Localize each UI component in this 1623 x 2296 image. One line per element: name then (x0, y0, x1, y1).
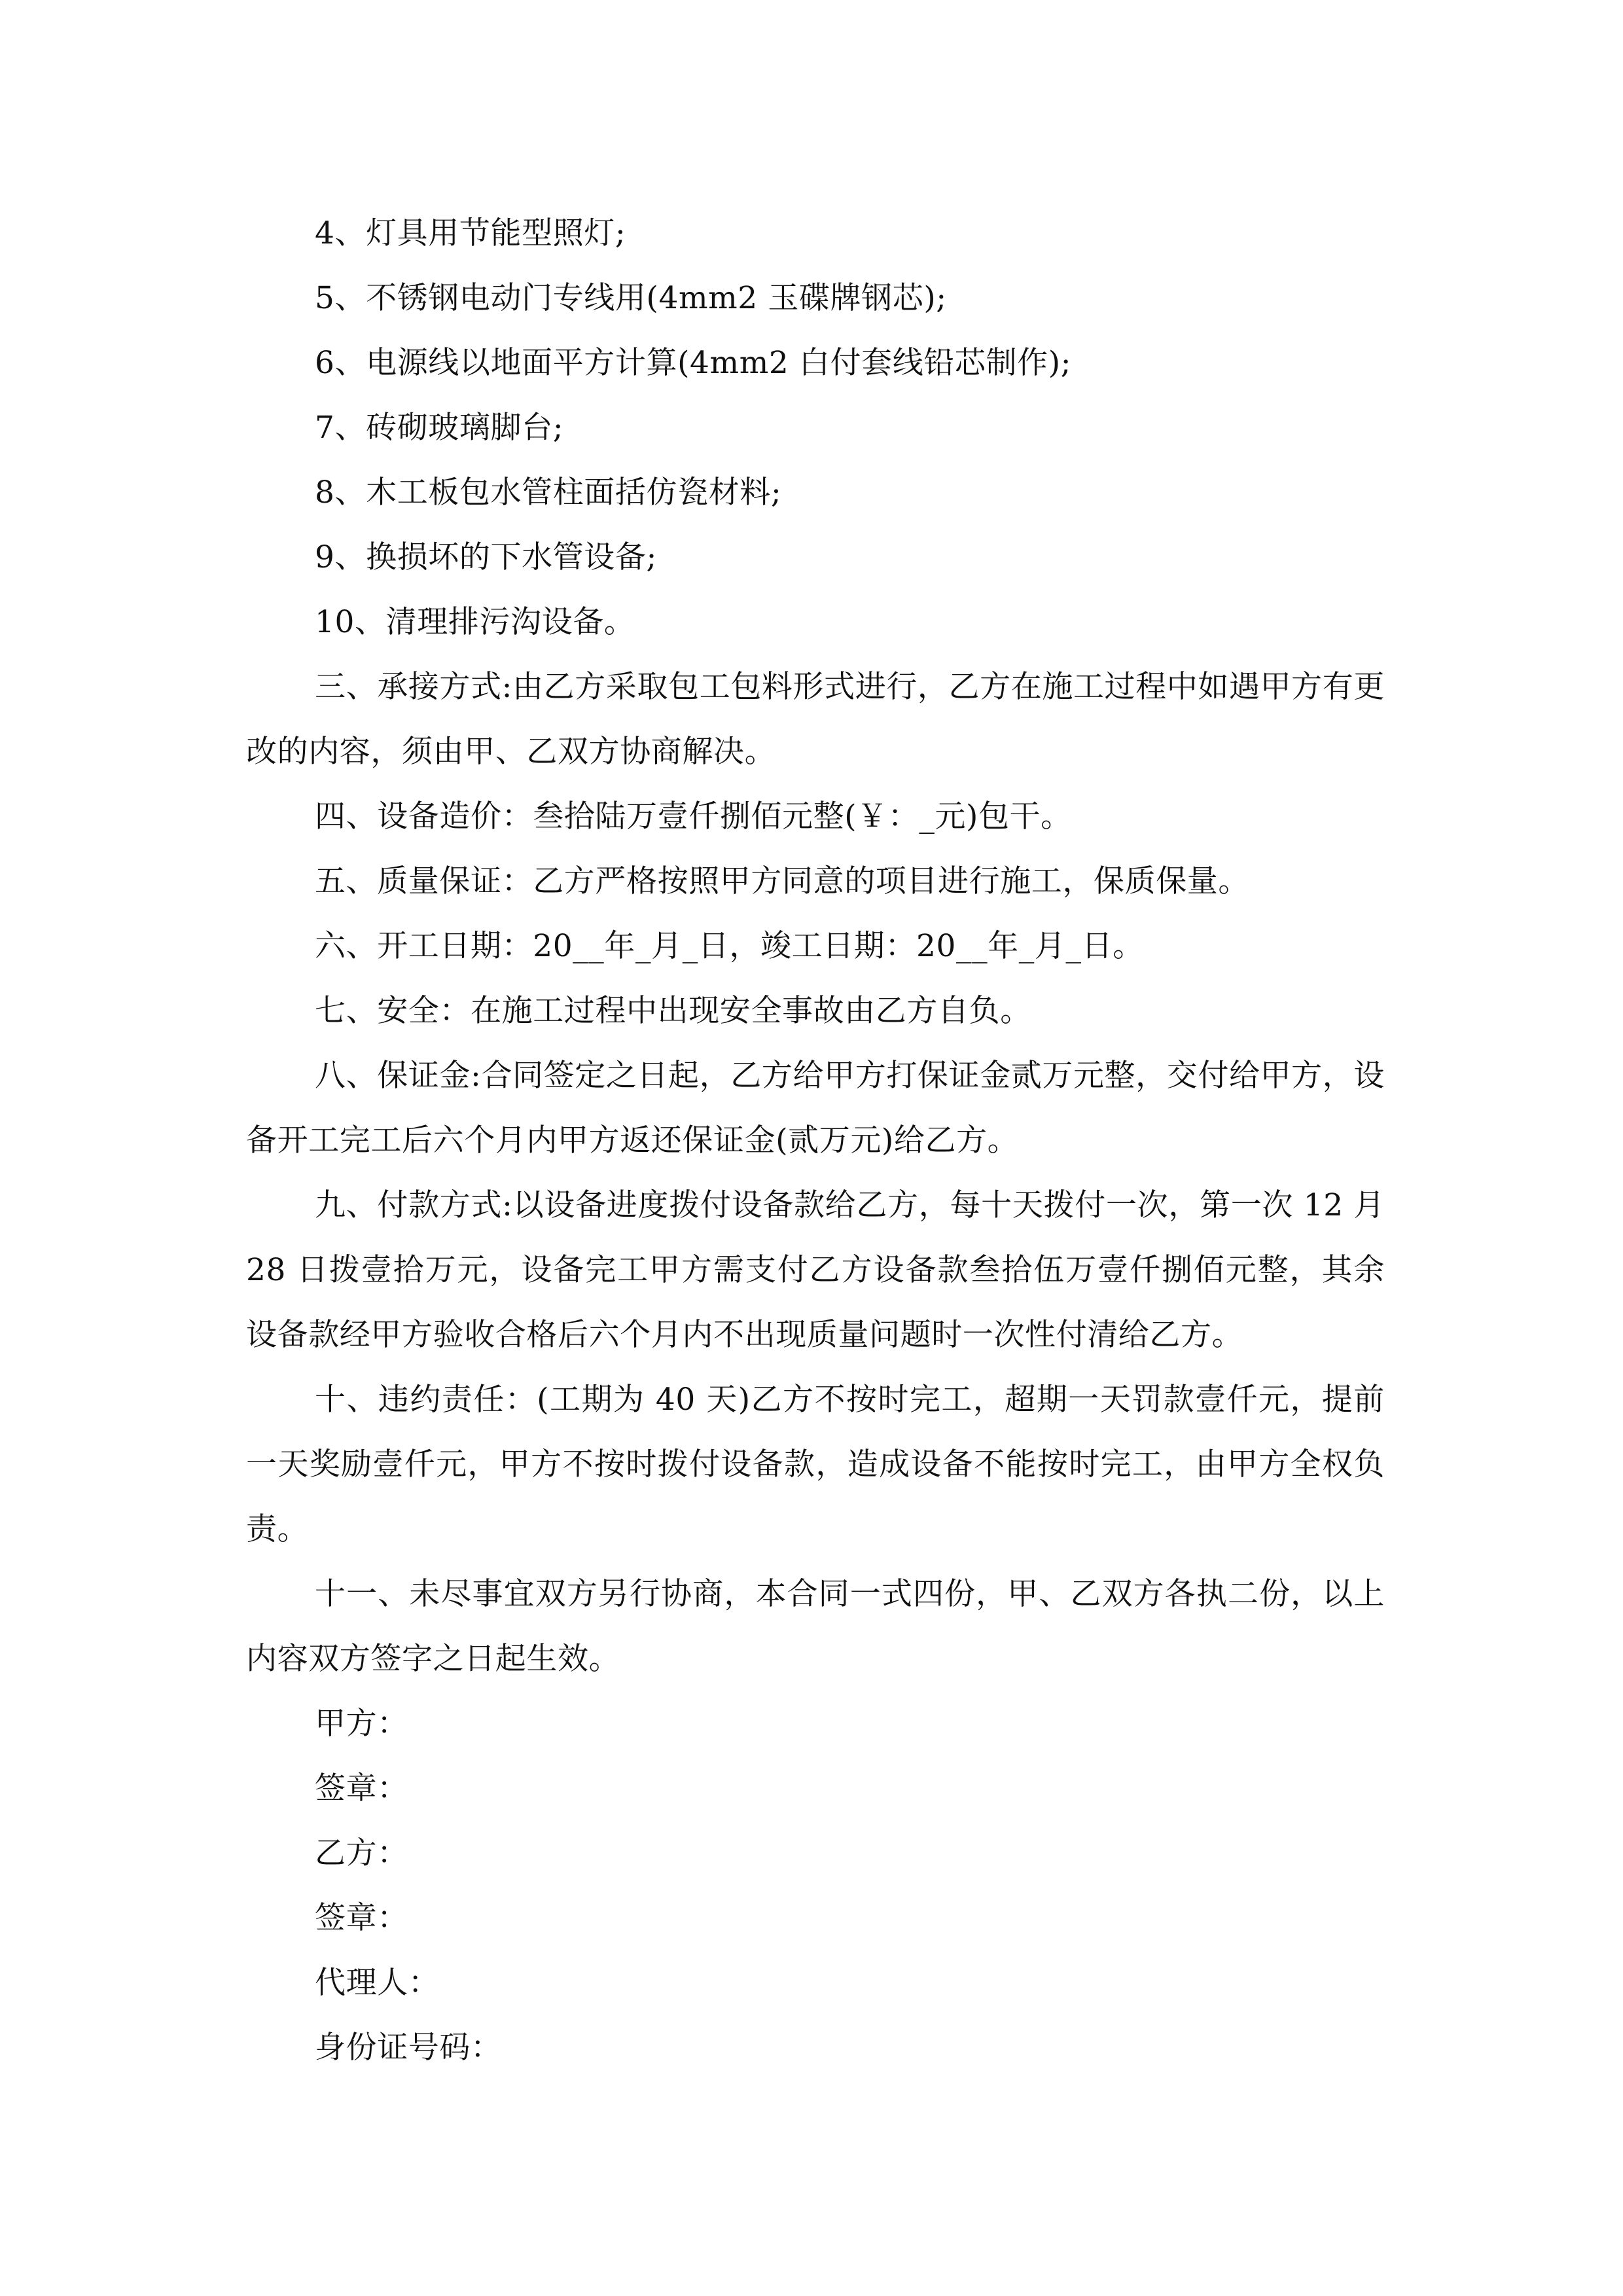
item-8-pipe-cladding: 8、木工板包水管柱面括仿瓷材料; (315, 475, 782, 511)
clause-payment: 九、付款方式:以设备进度拨付设备款给乙方，每十天拨付一次，第一次 12 月 28 日拨壹拾万元，设备完工甲方需支付乙方设备款叁拾伍万壹仟捌佰元整，其余设备款经甲方验收合格后六个月内不出现质量问题时一次性付清给乙方。 (246, 1187, 1385, 1353)
signature-agent: 代理人： (315, 1965, 440, 2001)
clause-breach: 十、违约责任：(工期为 40 天)乙方不按时完工，超期一天罚款壹仟元，提前一天奖励壹仟元，甲方不按时拨付设备款，造成设备不能按时完工，由甲方全权负责。 (246, 1382, 1385, 1547)
item-5-door-wiring: 5、不锈钢电动门专线用(4mm2 玉碟牌钢芯); (315, 280, 947, 316)
clause-cost: 四、设备造价：叁拾陆万壹仟捌佰元整(￥：_元)包干。 (315, 798, 1072, 834)
contract-body (246, 201, 1385, 2080)
clause-deposit: 八、保证金:合同签定之日起，乙方给甲方打保证金贰万元整，交付给甲方，设备开工完工后六个月内甲方返还保证金(贰万元)给乙方。 (246, 1058, 1385, 1158)
signature-party-b: 乙方： (315, 1835, 408, 1871)
item-9-drain-pipe: 9、换损坏的下水管设备; (315, 539, 657, 575)
item-10-sewer-cleaning: 10、清理排污沟设备。 (315, 604, 635, 640)
clause-safety: 七、安全：在施工过程中出现安全事故由乙方自负。 (315, 993, 1031, 1029)
signature-id-number: 身份证号码： (315, 2030, 502, 2066)
clause-dates: 六、开工日期：20__年_月_日，竣工日期：20__年_月_日。 (315, 928, 1144, 964)
signature-seal-a: 签章： (315, 1770, 408, 1806)
item-4-lighting: 4、灯具用节能型照灯; (315, 215, 626, 251)
clause-miscellaneous: 十一、未尽事宜双方另行协商，本合同一式四份，甲、乙双方各执二份，以上内容双方签字之日起生效。 (246, 1576, 1385, 1677)
signature-party-a: 甲方： (315, 1706, 408, 1742)
clause-contracting-method: 三、承接方式:由乙方采取包工包料形式进行，乙方在施工过程中如遇甲方有更改的内容，须由甲、乙双方协商解决。 (246, 669, 1385, 770)
item-6-power-cable: 6、电源线以地面平方计算(4mm2 白付套线铅芯制作); (315, 345, 1072, 381)
item-7-glass-platform: 7、砖砌玻璃脚台; (315, 410, 564, 446)
signature-seal-b: 签章： (315, 1900, 408, 1936)
clause-quality: 五、质量保证：乙方严格按照甲方同意的项目进行施工，保质保量。 (315, 863, 1249, 899)
